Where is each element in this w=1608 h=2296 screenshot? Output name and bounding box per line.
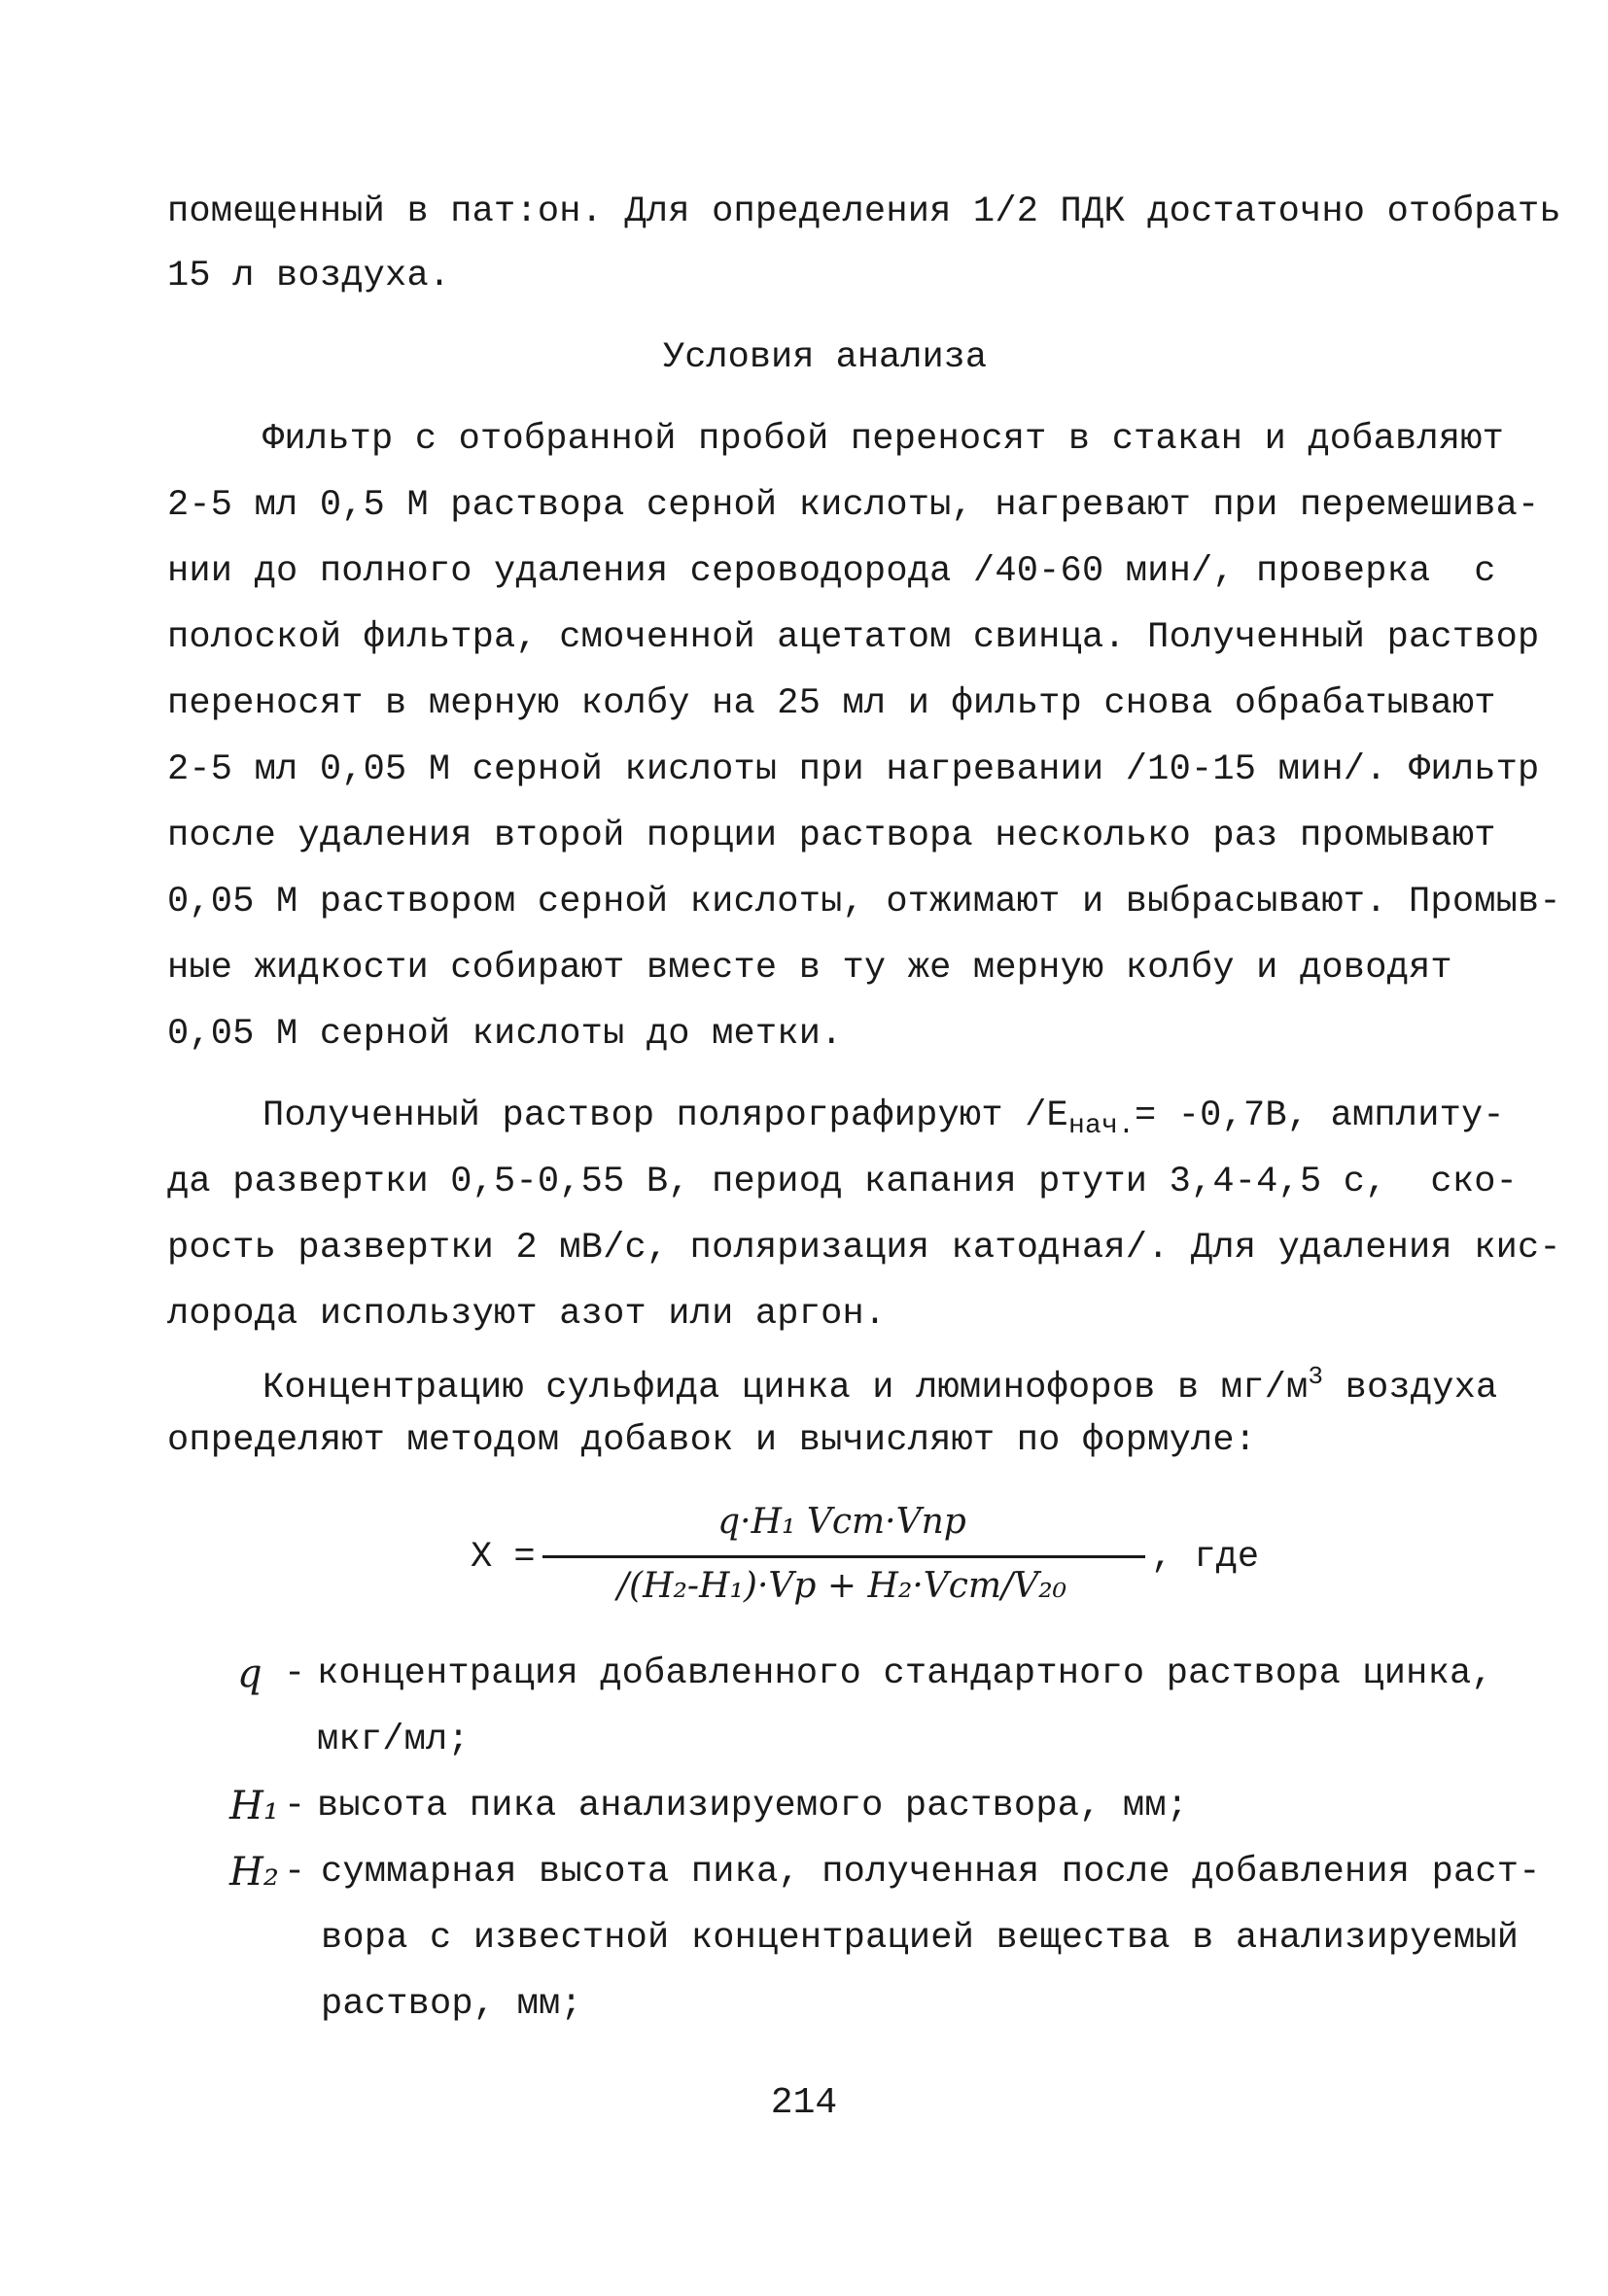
text-line: 0,05 М раствором серной кислоты, отжимают и выбрасывают. Промыв- [167, 882, 1561, 922]
text-line: Полученный раствор полярографируют $/E_{нач.}= -0,7В$, амплиту- [262, 1096, 1505, 1141]
text-line: переносят в мерную колбу на 25 мл и фильтр снова обрабатывают [167, 683, 1496, 724]
definition-symbol: q [237, 1652, 262, 1696]
fraction-bar [542, 1555, 1145, 1558]
text-line: ные жидкости собирают вместе в ту же мерную колбу и доводят [167, 948, 1452, 989]
definition-text: концентрация добавленного стандартного раствора цинка, [317, 1653, 1493, 1694]
definition-dash: - [284, 1786, 306, 1826]
definition-dash: - [284, 1852, 306, 1893]
section-heading: Условия анализа [663, 337, 988, 378]
definition-text: высота пика анализируемого раствора, мм; [317, 1786, 1189, 1826]
formula [471, 1497, 1260, 1633]
definition-dash: - [284, 1653, 306, 1694]
text-line: 0,05 М серной кислоты до метки. [167, 1014, 843, 1055]
definition-text: вора с известной концентрацией вещества в анализируемый [321, 1918, 1520, 1959]
text-line: полоской фильтра, смоченной ацетатом свинца. Полученный раствор [167, 617, 1540, 658]
text-line: после удаления второй порции раствора несколько раз промывают [167, 816, 1496, 856]
definition-text: мкг/мл; [317, 1720, 470, 1760]
text-line: Концентрацию сульфида цинка и люминофоров в $мг/м^3$ воздуха [262, 1362, 1498, 1409]
text-line: нии до полного удаления сероводорода /40-60 мин/, проверка с [167, 551, 1496, 592]
text-line: Фильтр с отобранной пробой переносят в стакан и добавляют [262, 419, 1505, 460]
text-line: определяют методом добавок и вычисляют по формуле: [167, 1420, 1257, 1461]
definition-symbol: H₁ [229, 1784, 279, 1828]
formula-denominator: /(H₂-H₁)·Vp + H₂·Vcm/V₂₀ [616, 1566, 1067, 1606]
text-line: 2-5 мл 0,5 М раствора серной кислоты, нагревают при перемешива- [167, 485, 1540, 526]
formula-lhs: X = [471, 1537, 536, 1578]
text-line: 2-5 мл 0,05 М серной кислоты при нагревании /10-15 мин/. Фильтр [167, 749, 1540, 790]
definition-text: суммарная высота пика, полученная после добавления раст- [321, 1852, 1541, 1893]
page-number: 214 [770, 2082, 838, 2124]
text-line: лорода используют азот или аргон. [167, 1294, 887, 1335]
text-line: да развертки 0,5-0,55 В, период капания ртути 3,4-4,5 с, ско- [167, 1162, 1519, 1202]
definition-text: раствор, мм; [321, 1984, 582, 2025]
text-line: 15 л воздуха. [167, 256, 451, 296]
formula-numerator: q·H₁ Vcm·Vnp [717, 1502, 966, 1542]
definition-symbol: H₂ [229, 1850, 279, 1895]
text-line: помещенный в пат:он. Для определения 1/2 ПДК достаточно отобрать [167, 191, 1561, 232]
text-line: рость развертки 2 мВ/с, поляризация катодная/. Для удаления кис- [167, 1228, 1561, 1269]
formula-trailing: , где [1151, 1537, 1260, 1578]
